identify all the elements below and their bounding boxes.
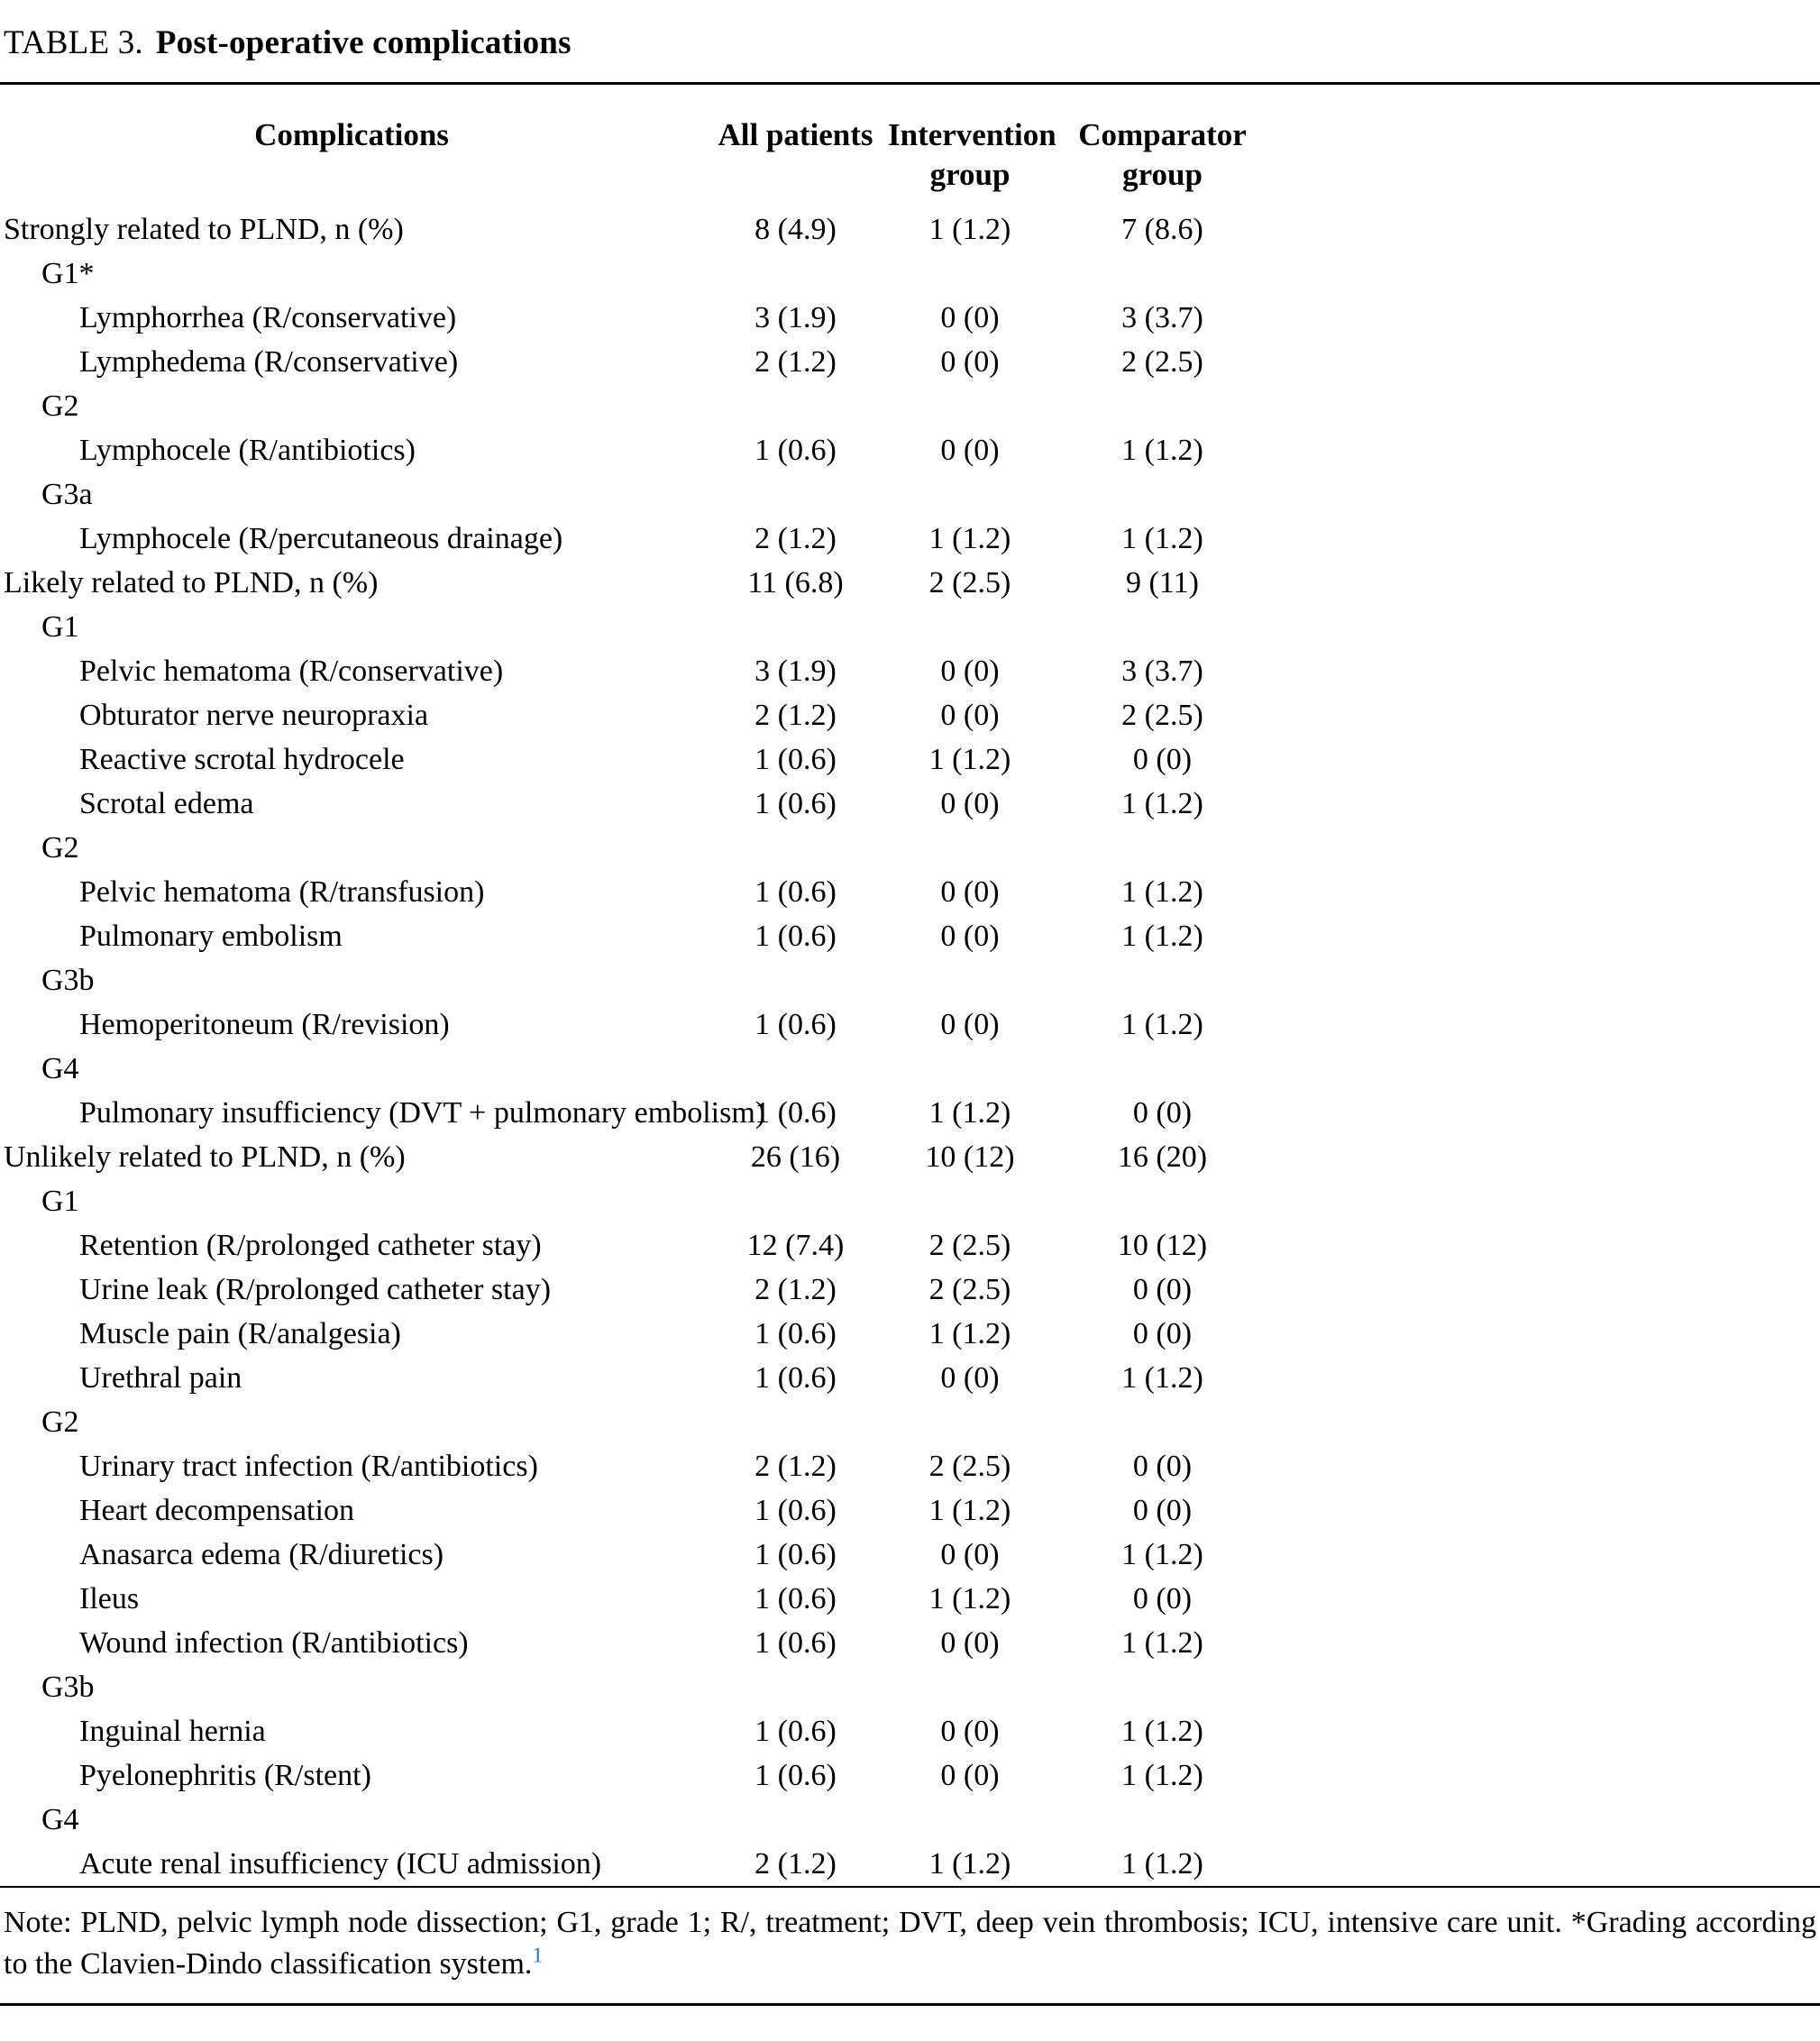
row-value: 1 (0.6) xyxy=(755,1715,837,1748)
row-value: 1 (0.6) xyxy=(755,875,837,909)
row-value: 2 (1.2) xyxy=(755,1847,837,1881)
table-note xyxy=(0,1888,1820,2003)
row-filler xyxy=(1273,1444,1820,1488)
row-filler xyxy=(1273,1798,1820,1842)
table-row xyxy=(0,1444,1820,1488)
row-label: Wound infection (R/antibiotics) xyxy=(79,1626,469,1660)
col-header-all-patients: All patients xyxy=(718,117,873,152)
table-row xyxy=(0,1312,1820,1356)
row-label: Lymphedema (R/conservative) xyxy=(79,345,459,379)
row-value xyxy=(1052,1798,1273,1842)
row-value: 1 (1.2) xyxy=(928,213,1011,246)
row-value xyxy=(888,472,1052,517)
row-value: 1 (1.2) xyxy=(1121,1626,1203,1660)
table-row xyxy=(0,605,1820,649)
row-filler xyxy=(1273,914,1820,958)
row-value: 0 (0) xyxy=(940,1626,1000,1660)
row-value: 10 (12) xyxy=(925,1140,1015,1174)
row-value: 2 (2.5) xyxy=(1121,345,1203,379)
table-row xyxy=(0,1488,1820,1533)
table-row xyxy=(0,472,1820,517)
row-value: 1 (1.2) xyxy=(928,1582,1011,1615)
header-row xyxy=(0,85,1820,207)
row-value: 0 (0) xyxy=(940,787,1000,820)
row-value xyxy=(888,1798,1052,1842)
col-header-comparator-group: Comparator group xyxy=(1078,117,1247,192)
row-value: 1 (1.2) xyxy=(1121,787,1203,820)
row-value: 16 (20) xyxy=(1117,1140,1208,1174)
table-row xyxy=(0,340,1820,384)
row-label: Likely related to PLND, n (%) xyxy=(4,566,379,599)
row-filler xyxy=(1273,1621,1820,1665)
row-value: 1 (0.6) xyxy=(755,1759,837,1792)
row-value: 0 (0) xyxy=(940,301,1000,334)
row-label: Pelvic hematoma (R/transfusion) xyxy=(79,875,485,909)
row-value: 1 (1.2) xyxy=(1121,920,1203,953)
col-header-intervention-group: Intervention group xyxy=(888,117,1056,192)
row-value: 8 (4.9) xyxy=(755,213,837,246)
row-value: 1 (1.2) xyxy=(928,1317,1011,1350)
row-value xyxy=(1052,958,1273,1002)
row-filler xyxy=(1273,1400,1820,1444)
row-value xyxy=(703,1665,888,1709)
row-label: Scrotal edema xyxy=(79,787,254,820)
row-value xyxy=(703,1400,888,1444)
row-filler xyxy=(1273,561,1820,605)
row-value xyxy=(1052,1665,1273,1709)
row-label: Hemoperitoneum (R/revision) xyxy=(79,1008,450,1041)
row-filler xyxy=(1273,517,1820,561)
header-filler xyxy=(1273,85,1820,207)
row-label: Lymphocele (R/antibiotics) xyxy=(79,434,416,467)
row-label: G1 xyxy=(41,1185,79,1218)
table-row xyxy=(0,561,1820,605)
table-row xyxy=(0,1709,1820,1753)
row-filler xyxy=(1273,296,1820,340)
row-value: 0 (0) xyxy=(940,1361,1000,1395)
table-row xyxy=(0,1753,1820,1798)
table-row xyxy=(0,207,1820,252)
row-value: 0 (0) xyxy=(940,345,1000,379)
row-value: 0 (0) xyxy=(1132,1096,1193,1130)
row-filler xyxy=(1273,207,1820,252)
table-row xyxy=(0,693,1820,737)
row-value: 1 (1.2) xyxy=(1121,522,1203,555)
row-value: 0 (0) xyxy=(940,1538,1000,1571)
row-value: 1 (0.6) xyxy=(755,1626,837,1660)
row-value xyxy=(703,826,888,870)
row-value: 3 (3.7) xyxy=(1121,301,1203,334)
row-value: 11 (6.8) xyxy=(747,566,844,599)
row-label: G4 xyxy=(41,1803,79,1836)
row-label: G4 xyxy=(41,1052,79,1085)
row-filler xyxy=(1273,958,1820,1002)
row-label: Urethral pain xyxy=(79,1361,242,1395)
footnote-ref-link[interactable]: 1 xyxy=(532,1944,544,1968)
row-value: 1 (1.2) xyxy=(1121,875,1203,909)
row-value: 0 (0) xyxy=(940,1008,1000,1041)
row-value: 1 (1.2) xyxy=(928,1494,1011,1527)
row-label: Reactive scrotal hydrocele xyxy=(79,743,405,776)
table-row xyxy=(0,1356,1820,1400)
row-label: Heart decompensation xyxy=(79,1494,354,1527)
table-body xyxy=(0,207,1820,1886)
row-value: 2 (2.5) xyxy=(928,1273,1011,1306)
row-label: Pelvic hematoma (R/conservative) xyxy=(79,654,504,688)
row-value xyxy=(703,1798,888,1842)
row-filler xyxy=(1273,737,1820,782)
row-value: 0 (0) xyxy=(1132,1582,1193,1615)
row-value xyxy=(1052,384,1273,428)
row-value: 1 (1.2) xyxy=(1121,1715,1203,1748)
row-value: 1 (1.2) xyxy=(928,743,1011,776)
row-value: 2 (1.2) xyxy=(755,522,837,555)
row-label: Muscle pain (R/analgesia) xyxy=(79,1317,401,1350)
row-value: 1 (1.2) xyxy=(1121,1538,1203,1571)
row-label: Retention (R/prolonged catheter stay) xyxy=(79,1229,542,1262)
row-label: Anasarca edema (R/diuretics) xyxy=(79,1538,444,1571)
row-label: G2 xyxy=(41,389,79,423)
table-row xyxy=(0,1533,1820,1577)
table-header xyxy=(0,85,1820,207)
row-value: 0 (0) xyxy=(940,434,1000,467)
row-label: Lymphocele (R/percutaneous drainage) xyxy=(79,522,563,555)
row-value xyxy=(888,1665,1052,1709)
note-text: Note: PLND, pelvic lymph node dissection; G1, grade 1; R/, treatment; DVT, deep vein thrombosis; ICU, intensive care unit. *Grading according to the Clavien-Dindo classification system. xyxy=(4,1906,1816,1981)
table-row xyxy=(0,826,1820,870)
row-filler xyxy=(1273,605,1820,649)
row-filler xyxy=(1273,693,1820,737)
row-label: Pyelonephritis (R/stent) xyxy=(79,1759,371,1792)
row-value: 0 (0) xyxy=(940,920,1000,953)
row-label: Unlikely related to PLND, n (%) xyxy=(4,1140,406,1174)
row-value: 0 (0) xyxy=(1132,1273,1193,1306)
row-value: 26 (16) xyxy=(750,1140,841,1174)
row-value: 1 (1.2) xyxy=(1121,1759,1203,1792)
row-value: 1 (0.6) xyxy=(755,743,837,776)
row-filler xyxy=(1273,1179,1820,1223)
row-label: Acute renal insufficiency (ICU admission) xyxy=(79,1847,602,1881)
row-value: 1 (0.6) xyxy=(755,1317,837,1350)
complications-table xyxy=(0,85,1820,1886)
row-value: 1 (0.6) xyxy=(755,434,837,467)
row-filler xyxy=(1273,1312,1820,1356)
row-value: 2 (2.5) xyxy=(1121,699,1203,732)
row-filler xyxy=(1273,1223,1820,1268)
row-value: 0 (0) xyxy=(940,1715,1000,1748)
row-filler xyxy=(1273,1002,1820,1047)
row-value: 1 (1.2) xyxy=(1121,1847,1203,1881)
row-filler xyxy=(1273,1753,1820,1798)
table-row xyxy=(0,1179,1820,1223)
row-value: 1 (0.6) xyxy=(755,1361,837,1395)
row-value xyxy=(1052,252,1273,296)
row-value xyxy=(703,1047,888,1091)
table-row xyxy=(0,1665,1820,1709)
row-value xyxy=(1052,1400,1273,1444)
row-value: 1 (1.2) xyxy=(1121,434,1203,467)
table-row xyxy=(0,1135,1820,1179)
row-label: Ileus xyxy=(79,1582,140,1615)
row-value: 2 (1.2) xyxy=(755,345,837,379)
row-filler xyxy=(1273,1842,1820,1886)
row-value xyxy=(1052,1179,1273,1223)
row-label: Inguinal hernia xyxy=(79,1715,266,1748)
table-title xyxy=(0,0,1820,82)
table-row xyxy=(0,296,1820,340)
row-label: G3a xyxy=(41,478,93,511)
row-filler xyxy=(1273,1047,1820,1091)
row-value: 0 (0) xyxy=(940,875,1000,909)
row-value xyxy=(1052,472,1273,517)
table-row xyxy=(0,782,1820,826)
table-row xyxy=(0,517,1820,561)
row-value xyxy=(1052,826,1273,870)
table-number: TABLE 3. xyxy=(4,24,143,61)
row-value: 2 (2.5) xyxy=(928,1450,1011,1483)
row-filler xyxy=(1273,782,1820,826)
row-filler xyxy=(1273,826,1820,870)
row-value: 3 (3.7) xyxy=(1121,654,1203,688)
row-filler xyxy=(1273,1356,1820,1400)
row-label: G1 xyxy=(41,610,79,644)
row-value xyxy=(703,472,888,517)
row-value: 3 (1.9) xyxy=(755,654,837,688)
table-row xyxy=(0,1400,1820,1444)
table-row xyxy=(0,428,1820,472)
row-value xyxy=(888,1047,1052,1091)
row-value: 1 (0.6) xyxy=(755,787,837,820)
row-label: Urine leak (R/prolonged catheter stay) xyxy=(79,1273,552,1306)
row-filler xyxy=(1273,1488,1820,1533)
row-value xyxy=(703,384,888,428)
row-value xyxy=(888,826,1052,870)
row-value xyxy=(888,1179,1052,1223)
row-value: 0 (0) xyxy=(1132,1494,1193,1527)
row-filler xyxy=(1273,1709,1820,1753)
row-filler xyxy=(1273,1577,1820,1621)
table-row xyxy=(0,649,1820,693)
row-value: 0 (0) xyxy=(1132,1317,1193,1350)
row-value: 1 (1.2) xyxy=(928,522,1011,555)
table-row xyxy=(0,737,1820,782)
row-label: Pulmonary insufficiency (DVT + pulmonary embolism) xyxy=(79,1096,766,1130)
row-value: 3 (1.9) xyxy=(755,301,837,334)
row-value: 1 (1.2) xyxy=(1121,1361,1203,1395)
row-value: 0 (0) xyxy=(940,1759,1000,1792)
row-value xyxy=(888,384,1052,428)
row-value xyxy=(703,1179,888,1223)
row-value: 1 (1.2) xyxy=(1121,1008,1203,1041)
row-filler xyxy=(1273,384,1820,428)
row-value: 1 (1.2) xyxy=(928,1847,1011,1881)
row-value: 1 (1.2) xyxy=(928,1096,1011,1130)
row-value xyxy=(888,605,1052,649)
row-value: 2 (1.2) xyxy=(755,1273,837,1306)
row-value xyxy=(703,252,888,296)
table-row xyxy=(0,1577,1820,1621)
row-filler xyxy=(1273,428,1820,472)
table-row xyxy=(0,1091,1820,1135)
row-value xyxy=(1052,1047,1273,1091)
row-value xyxy=(703,958,888,1002)
row-filler xyxy=(1273,649,1820,693)
row-filler xyxy=(1273,1135,1820,1179)
row-value: 10 (12) xyxy=(1117,1229,1208,1262)
row-value: 2 (1.2) xyxy=(755,699,837,732)
row-value xyxy=(1052,605,1273,649)
row-filler xyxy=(1273,1533,1820,1577)
row-value xyxy=(888,252,1052,296)
row-value xyxy=(888,958,1052,1002)
table-row xyxy=(0,384,1820,428)
row-value: 1 (0.6) xyxy=(755,1494,837,1527)
row-value xyxy=(888,1400,1052,1444)
row-label: Strongly related to PLND, n (%) xyxy=(4,213,404,246)
table-row xyxy=(0,1223,1820,1268)
row-filler xyxy=(1273,472,1820,517)
row-value: 1 (0.6) xyxy=(755,1008,837,1041)
table-row xyxy=(0,1842,1820,1886)
row-label: Lymphorrhea (R/conservative) xyxy=(79,301,457,334)
row-filler xyxy=(1273,870,1820,914)
row-filler xyxy=(1273,1268,1820,1312)
row-value: 0 (0) xyxy=(940,654,1000,688)
row-value: 0 (0) xyxy=(1132,743,1193,776)
table-row xyxy=(0,914,1820,958)
row-value: 0 (0) xyxy=(940,699,1000,732)
row-label: Pulmonary embolism xyxy=(79,920,343,953)
row-value: 1 (0.6) xyxy=(755,920,837,953)
row-value: 7 (8.6) xyxy=(1121,213,1203,246)
row-value: 12 (7.4) xyxy=(746,1229,845,1262)
row-value: 9 (11) xyxy=(1126,566,1199,599)
row-filler xyxy=(1273,1665,1820,1709)
row-label: G3b xyxy=(41,964,95,997)
table-caption: Post-operative complications xyxy=(155,24,572,61)
table-row xyxy=(0,870,1820,914)
table-row xyxy=(0,1047,1820,1091)
row-label: G2 xyxy=(41,831,79,865)
row-value: 1 (0.6) xyxy=(755,1582,837,1615)
row-value: 2 (1.2) xyxy=(755,1450,837,1483)
row-label: Urinary tract infection (R/antibiotics) xyxy=(79,1450,538,1483)
table-row xyxy=(0,958,1820,1002)
table-row xyxy=(0,1268,1820,1312)
row-value: 2 (2.5) xyxy=(928,1229,1011,1262)
row-value xyxy=(703,605,888,649)
row-filler xyxy=(1273,1091,1820,1135)
row-label: G3b xyxy=(41,1670,95,1704)
table-row xyxy=(0,1002,1820,1047)
table-row xyxy=(0,252,1820,296)
row-label: Obturator nerve neuropraxia xyxy=(79,699,429,732)
row-value: 1 (0.6) xyxy=(755,1538,837,1571)
table-row xyxy=(0,1621,1820,1665)
bottom-margin xyxy=(0,2006,1820,2036)
row-filler xyxy=(1273,340,1820,384)
row-value: 2 (2.5) xyxy=(928,566,1011,599)
row-value: 0 (0) xyxy=(1132,1450,1193,1483)
col-header-complications: Complications xyxy=(254,117,449,152)
table-row xyxy=(0,1798,1820,1842)
row-filler xyxy=(1273,252,1820,296)
row-label: G1* xyxy=(41,257,95,290)
row-value: 1 (0.6) xyxy=(755,1096,837,1130)
row-label: G2 xyxy=(41,1405,79,1439)
